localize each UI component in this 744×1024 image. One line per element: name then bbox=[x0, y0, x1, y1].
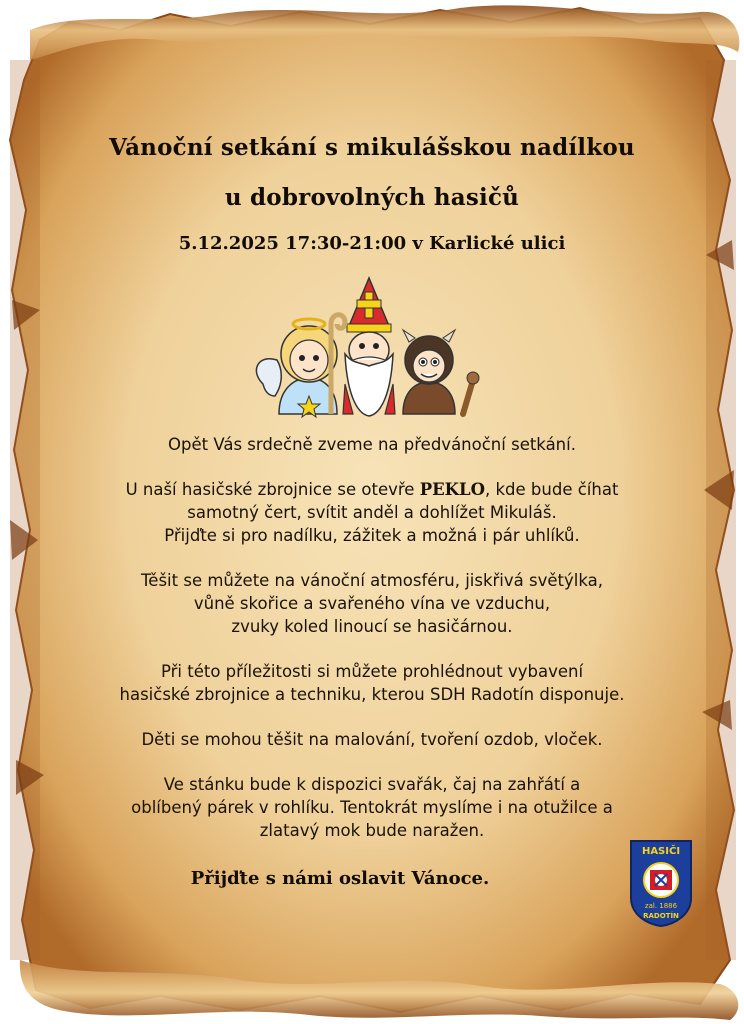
paragraph-atmosphere-line-3: zvuky koled linoucí se hasičárnou. bbox=[231, 617, 513, 636]
paragraph-children-line: Děti se mohou těšit na malování, tvoření ozdob, vloček. bbox=[141, 730, 603, 749]
title-line-1: Vánoční setkání s mikulášskou nadílkou bbox=[109, 134, 635, 161]
paragraph-atmosphere-line-1: Těšit se můžete na vánoční atmosféru, jiskřivá světýlka, bbox=[141, 571, 603, 590]
paragraph-peklo-line-1 bbox=[50, 478, 694, 501]
badge-bottom-text: RADOTÍN bbox=[643, 912, 679, 920]
event-date: 5.12.2025 17:30-21:00 v Karlické ulici bbox=[178, 233, 566, 254]
paragraph-peklo bbox=[50, 478, 694, 547]
peklo-text-after: , kde bude číhat bbox=[485, 480, 619, 499]
peklo-highlight: PEKLO bbox=[419, 480, 486, 499]
paragraph-peklo-line-2: samotný čert, svítit anděl a dohlížet Mikuláš. bbox=[187, 503, 557, 522]
paragraph-refreshments-line-3: zlatavý mok bude naražen. bbox=[259, 821, 485, 840]
firefighters-badge bbox=[628, 838, 694, 928]
paragraph-atmosphere bbox=[50, 569, 694, 638]
badge-top-text: HASIČI bbox=[641, 846, 681, 857]
paragraph-refreshments-line-2: oblíbený párek v rohlíku. Tentokrát myslíme i na otužilce a bbox=[131, 798, 613, 817]
paragraph-invitation bbox=[50, 433, 694, 456]
paragraph-equipment-line-1: Při této příležitosti si můžete prohlédnout vybavení bbox=[160, 662, 584, 681]
closing-line: Přijďte s námi oslavit Vánoce. bbox=[190, 868, 490, 889]
title-line-2: u dobrovolných hasičů bbox=[224, 184, 520, 211]
paragraph-peklo-line-3: Přijďte si pro nadílku, zážitek a možná i pár uhlíků. bbox=[164, 526, 580, 545]
paragraph-invitation-line: Opět Vás srdečně zveme na předvánoční setkání. bbox=[168, 435, 576, 454]
paragraph-equipment bbox=[50, 660, 694, 706]
paragraph-children bbox=[50, 728, 694, 751]
paragraph-refreshments-line-1: Ve stánku bude k dispozici svařák, čaj na zahřátí a bbox=[163, 775, 581, 794]
paragraph-atmosphere-line-2: vůně skořice a svařeného vína ve vzduchu, bbox=[193, 594, 551, 613]
paragraph-refreshments bbox=[50, 773, 694, 842]
angel-mikulas-devil-illustration bbox=[253, 274, 485, 420]
badge-year-text: zal. 1886 bbox=[644, 902, 678, 910]
paragraph-equipment-line-2: hasičské zbrojnice a techniku, kterou SDH Radotín disponuje. bbox=[119, 685, 625, 704]
peklo-text-before: U naší hasičské zbrojnice se otevře bbox=[125, 480, 420, 499]
poster-content bbox=[50, 0, 694, 1024]
